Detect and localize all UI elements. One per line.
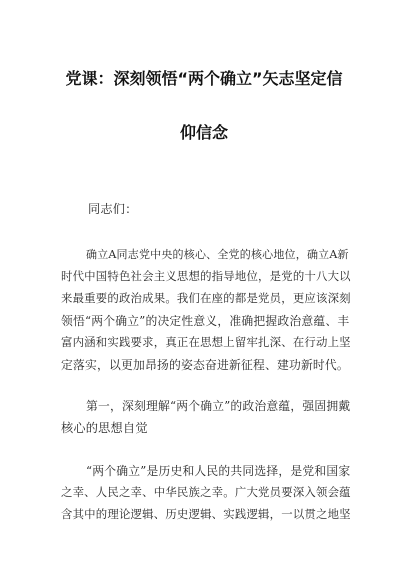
paragraph-1-line-4: 领悟“两个确立”的决定性意义，准确把握政治意蕴、丰 [61, 314, 350, 328]
paragraph-2-line-3: 含其中的理论逻辑、历史逻辑、实践逻辑，一以贯之地坚 [61, 507, 351, 521]
paragraph-1-line-1: 确立A同志党中央的核心、全党的核心地位，确立A新 [86, 248, 349, 261]
document-title-line-1: 党课：深刻领悟“两个确立”矢志坚定信 [65, 69, 343, 88]
paragraph-1-line-3: 来最重要的政治成果。我们在座的都是党员，更应该深刻 [61, 291, 351, 305]
document-title-line-2: 仰信念 [179, 123, 228, 142]
section-1-heading-line-2: 核心的思想自觉 [61, 421, 148, 435]
salutation: 同志们： [88, 202, 138, 216]
paragraph-2-line-2: 之幸、人民之幸、中华民族之幸。广大党员要深入领会蕴 [61, 485, 351, 499]
paragraph-1-line-2: 时代中国特色社会主义思想的指导地位，是党的十八大以 [61, 269, 351, 283]
paragraph-1-line-6: 定落实，以更加昂扬的姿态奋进新征程、建功新时代。 [61, 358, 349, 372]
section-1-heading-line-1: 第一，深刻理解“两个确立”的政治意蕴，强固拥戴 [86, 399, 351, 413]
paragraph-2-line-1: “两个确立”是历史和人民的共同选择，是党和国家 [86, 464, 351, 478]
paragraph-1-line-5: 富内涵和实践要求，真正在思想上留牢扎深、在行动上坚 [61, 335, 351, 349]
